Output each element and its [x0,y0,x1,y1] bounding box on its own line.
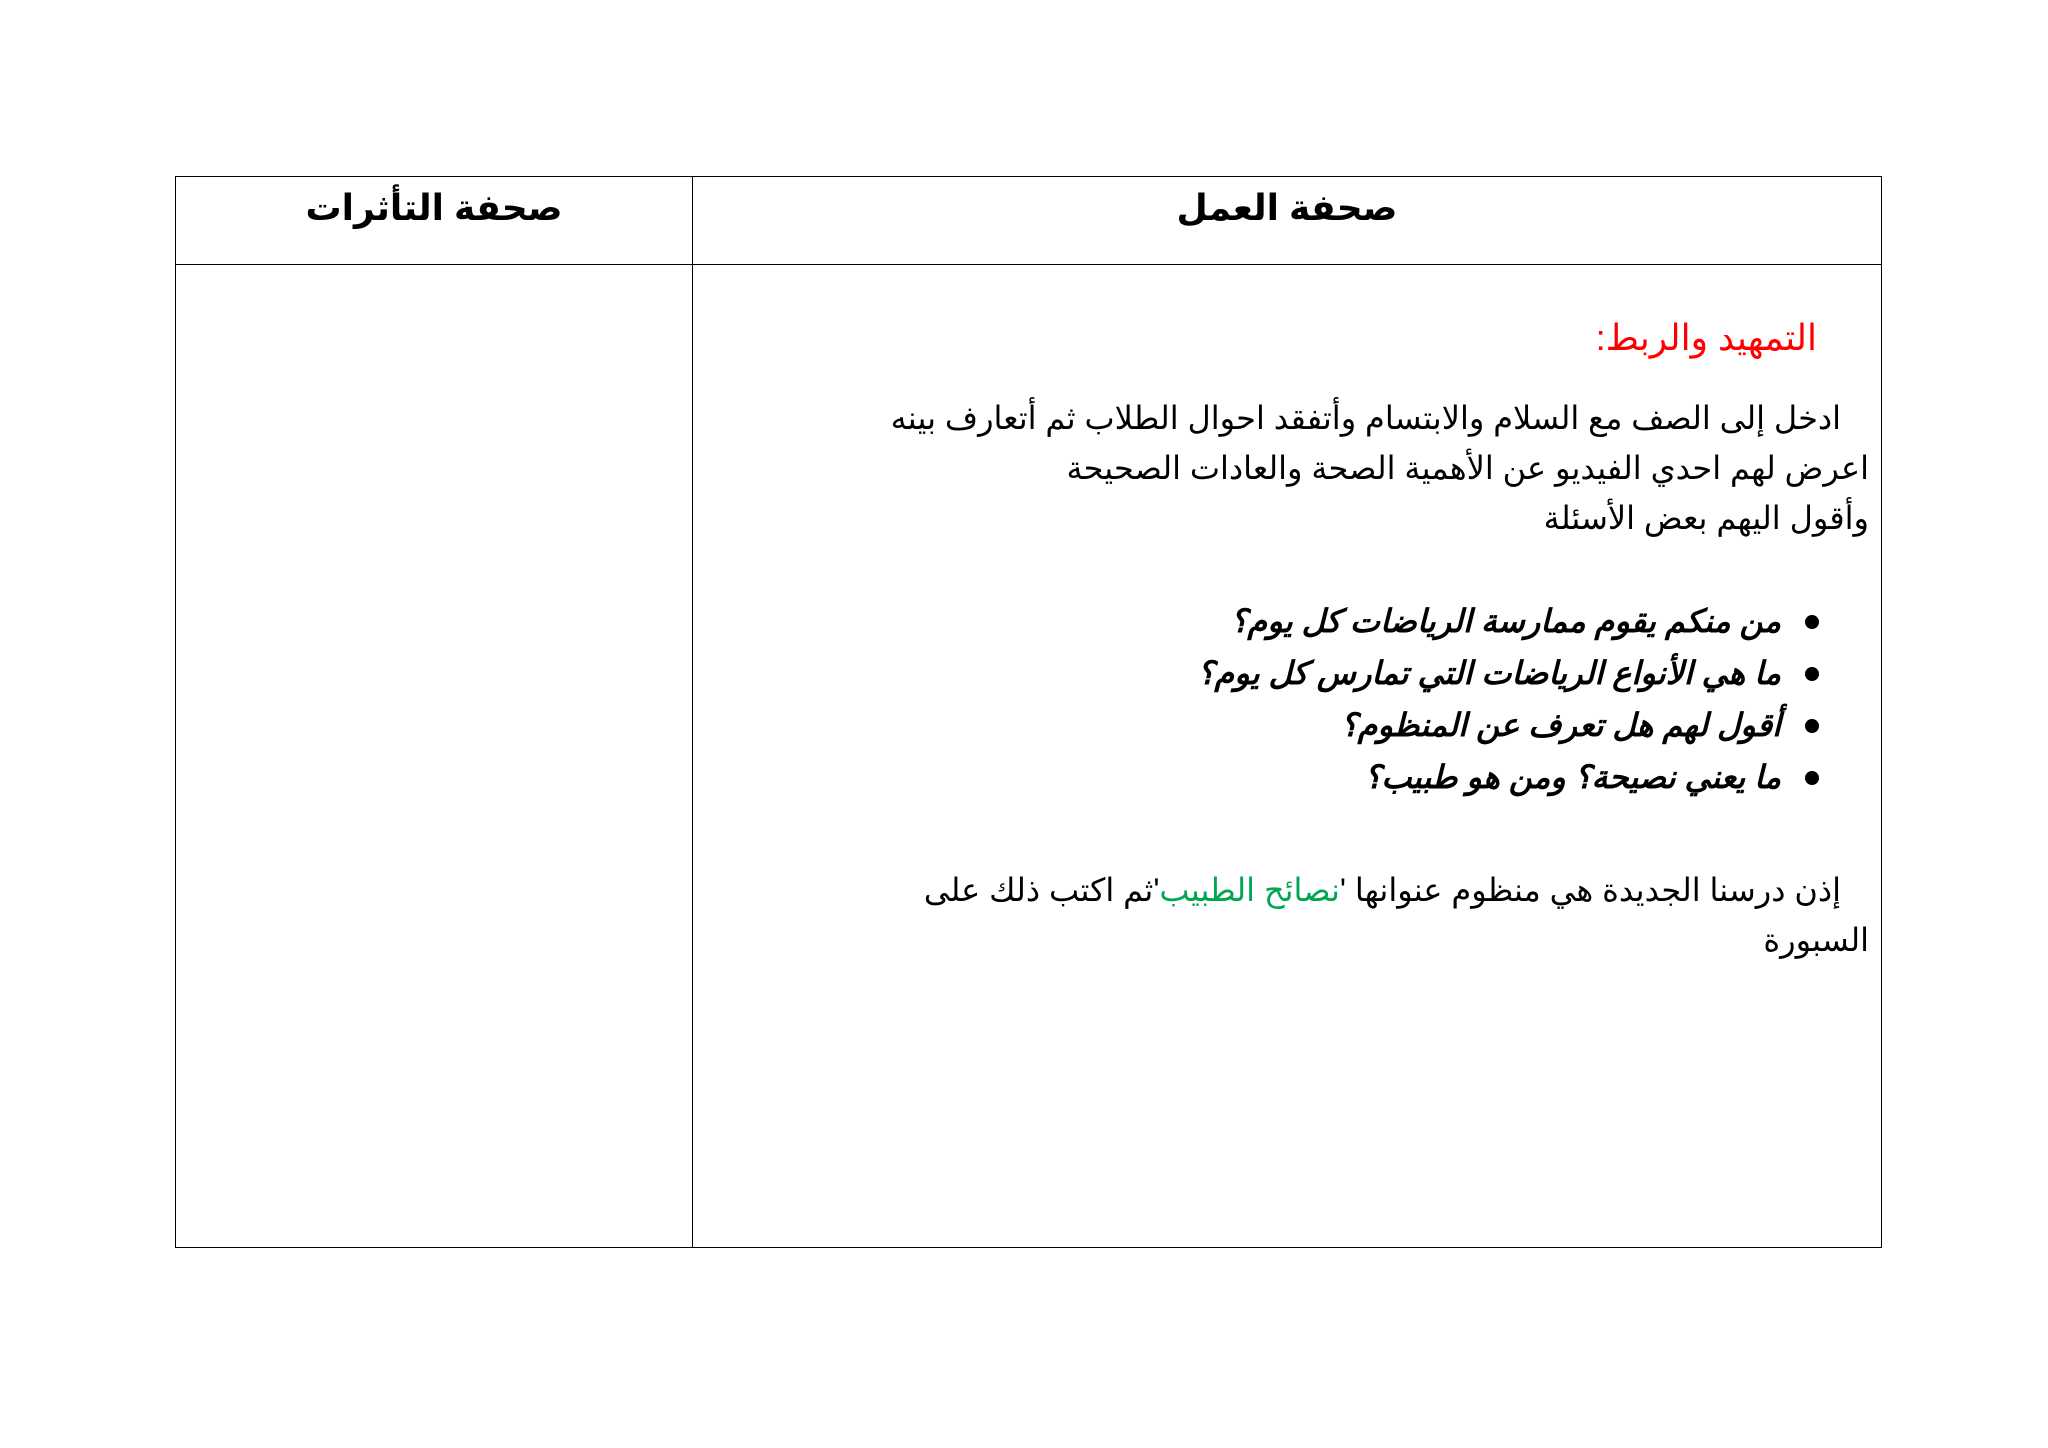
bullet-icon [1805,667,1819,681]
work-sheet-content [693,265,1881,965]
questions-list [705,595,1869,803]
question-text: أقول لهم هل تعرف عن المنظوم؟ [1340,707,1781,743]
intro-line: اعرض لهم احدي الفيديو عن الأهمية الصحة والعادات الصحيحة [1066,450,1869,486]
impressions-cell [176,265,693,1248]
intro-line: وأقول اليهم بعض الأسئلة [1543,500,1869,536]
question-text: من منكم يقوم ممارسة الرياضات كل يوم؟ [1230,603,1781,639]
conclusion-paragraph [819,865,1869,965]
question-text: ما يعني نصيحة؟ ومن هو طبيب؟ [1364,759,1781,795]
lesson-title-highlight: نصائح الطبيب [1159,872,1340,908]
intro-paragraph [819,393,1869,543]
body-row [176,265,1882,1248]
intro-line: ادخل إلى الصف مع السلام والابتسام وأتفقد احوال الطلاب ثم أتعارف بينه [890,400,1841,436]
question-item [705,751,1819,803]
work-sheet-header: صحفة العمل [693,177,1882,265]
lesson-table [175,176,1882,1248]
impressions-header: صحفة التأثرات [176,177,693,265]
conclusion-text: إذن درسنا الجديدة هي منظوم عنوانها ' [1339,872,1841,908]
question-text: ما هي الأنواع الرياضات التي تمارس كل يوم؟ [1197,655,1781,691]
section-title: التمهيد والربط: [1595,317,1817,358]
work-sheet-cell [693,265,1882,1248]
bullet-icon [1805,719,1819,733]
header-row [176,177,1882,265]
bullet-icon [1805,771,1819,785]
bullet-icon [1805,615,1819,629]
question-item [705,699,1819,751]
conclusion-text-end: 'ثم اكتب ذلك على السبورة [923,872,1869,958]
question-item [705,647,1819,699]
question-item [705,595,1819,647]
